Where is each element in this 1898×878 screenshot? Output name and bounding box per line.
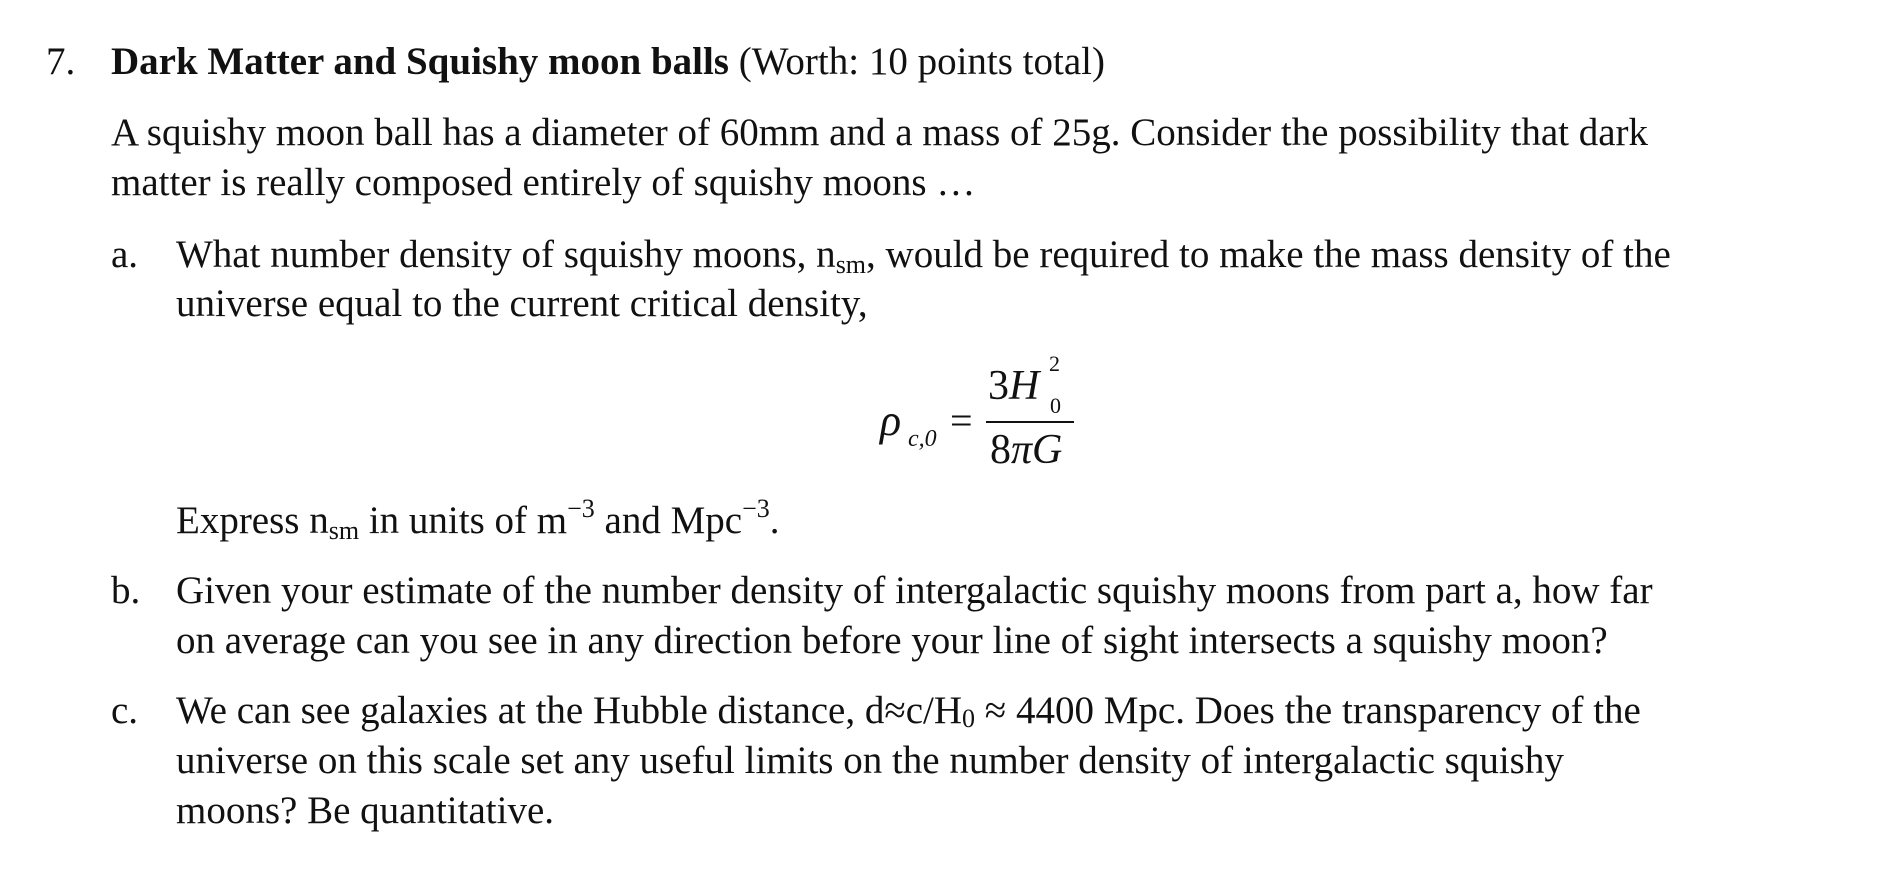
part-b-label: b. [111, 569, 141, 612]
express-mid: in units of m [359, 499, 568, 542]
part-a-line-1-pre: What number density of squishy moons, n [176, 233, 836, 276]
express-exp-1: −3 [567, 494, 595, 523]
part-a-line-2: universe equal to the current critical density, [176, 282, 868, 325]
express-mid-2: and Mpc [594, 499, 743, 542]
part-b-line-1: Given your estimate of the number density of intergalactic squishy moons from part a, how far [176, 569, 1653, 612]
express-pre: Express n [176, 499, 329, 542]
problem-number: 7. [46, 40, 76, 83]
part-a-express-line [176, 494, 780, 545]
part-c-line-1 [176, 688, 1641, 734]
part-c-line-2: universe on this scale set any useful limits on the number density of intergalactic squishy [176, 739, 1564, 782]
problem-worth: (Worth: 10 points total) [738, 40, 1105, 83]
part-a-line-1 [176, 232, 1671, 278]
equation-num-var: H [1009, 363, 1040, 409]
intro-line-2: matter is really composed entirely of squishy moons … [111, 161, 976, 204]
part-a-label: a. [111, 233, 139, 276]
equation-num-superscript: 2 [1049, 351, 1060, 376]
part-c-line-1-post: ≈ 4400 Mpc. Does the transparency of the [975, 689, 1641, 732]
express-sub: sm [328, 516, 360, 545]
equation-den-var: G [1032, 427, 1063, 473]
equation-equals: = [950, 398, 973, 443]
part-a-line-1-sub: sm [835, 250, 867, 279]
part-b-line-2: on average can you see in any direction before your line of sight intersects a squishy moon? [176, 619, 1608, 662]
intro-line-1: A squishy moon ball has a diameter of 60mm and a mass of 25g. Consider the possibility that dark [111, 111, 1649, 154]
part-c-line-1-pre: We can see galaxies at the Hubble distance, d≈c/H [176, 689, 963, 732]
part-a-line-1-post: , would be required to make the mass density of the [866, 233, 1671, 276]
equation-num-subscript: 0 [1050, 393, 1061, 418]
part-c-label: c. [111, 689, 139, 732]
part-c-line-3: moons? Be quantitative. [176, 789, 555, 832]
equation-numerator [988, 362, 1039, 410]
part-c-line-1-sub: 0 [962, 704, 976, 733]
problem-heading [111, 39, 1105, 85]
equation-den-coef: 8 [990, 427, 1011, 473]
equation-num-coef: 3 [988, 363, 1009, 409]
problem-title: Dark Matter and Squishy moon balls [111, 40, 729, 83]
equation-den-pi: π [1011, 427, 1033, 473]
equation-fraction-bar [986, 421, 1074, 423]
equation-denominator [990, 426, 1062, 474]
equation-rho-subscript: c,0 [908, 426, 937, 452]
equation-rho: ρ [880, 396, 902, 445]
critical-density-equation [870, 351, 1080, 480]
express-exp-2: −3 [742, 494, 770, 523]
express-end: . [769, 499, 780, 542]
